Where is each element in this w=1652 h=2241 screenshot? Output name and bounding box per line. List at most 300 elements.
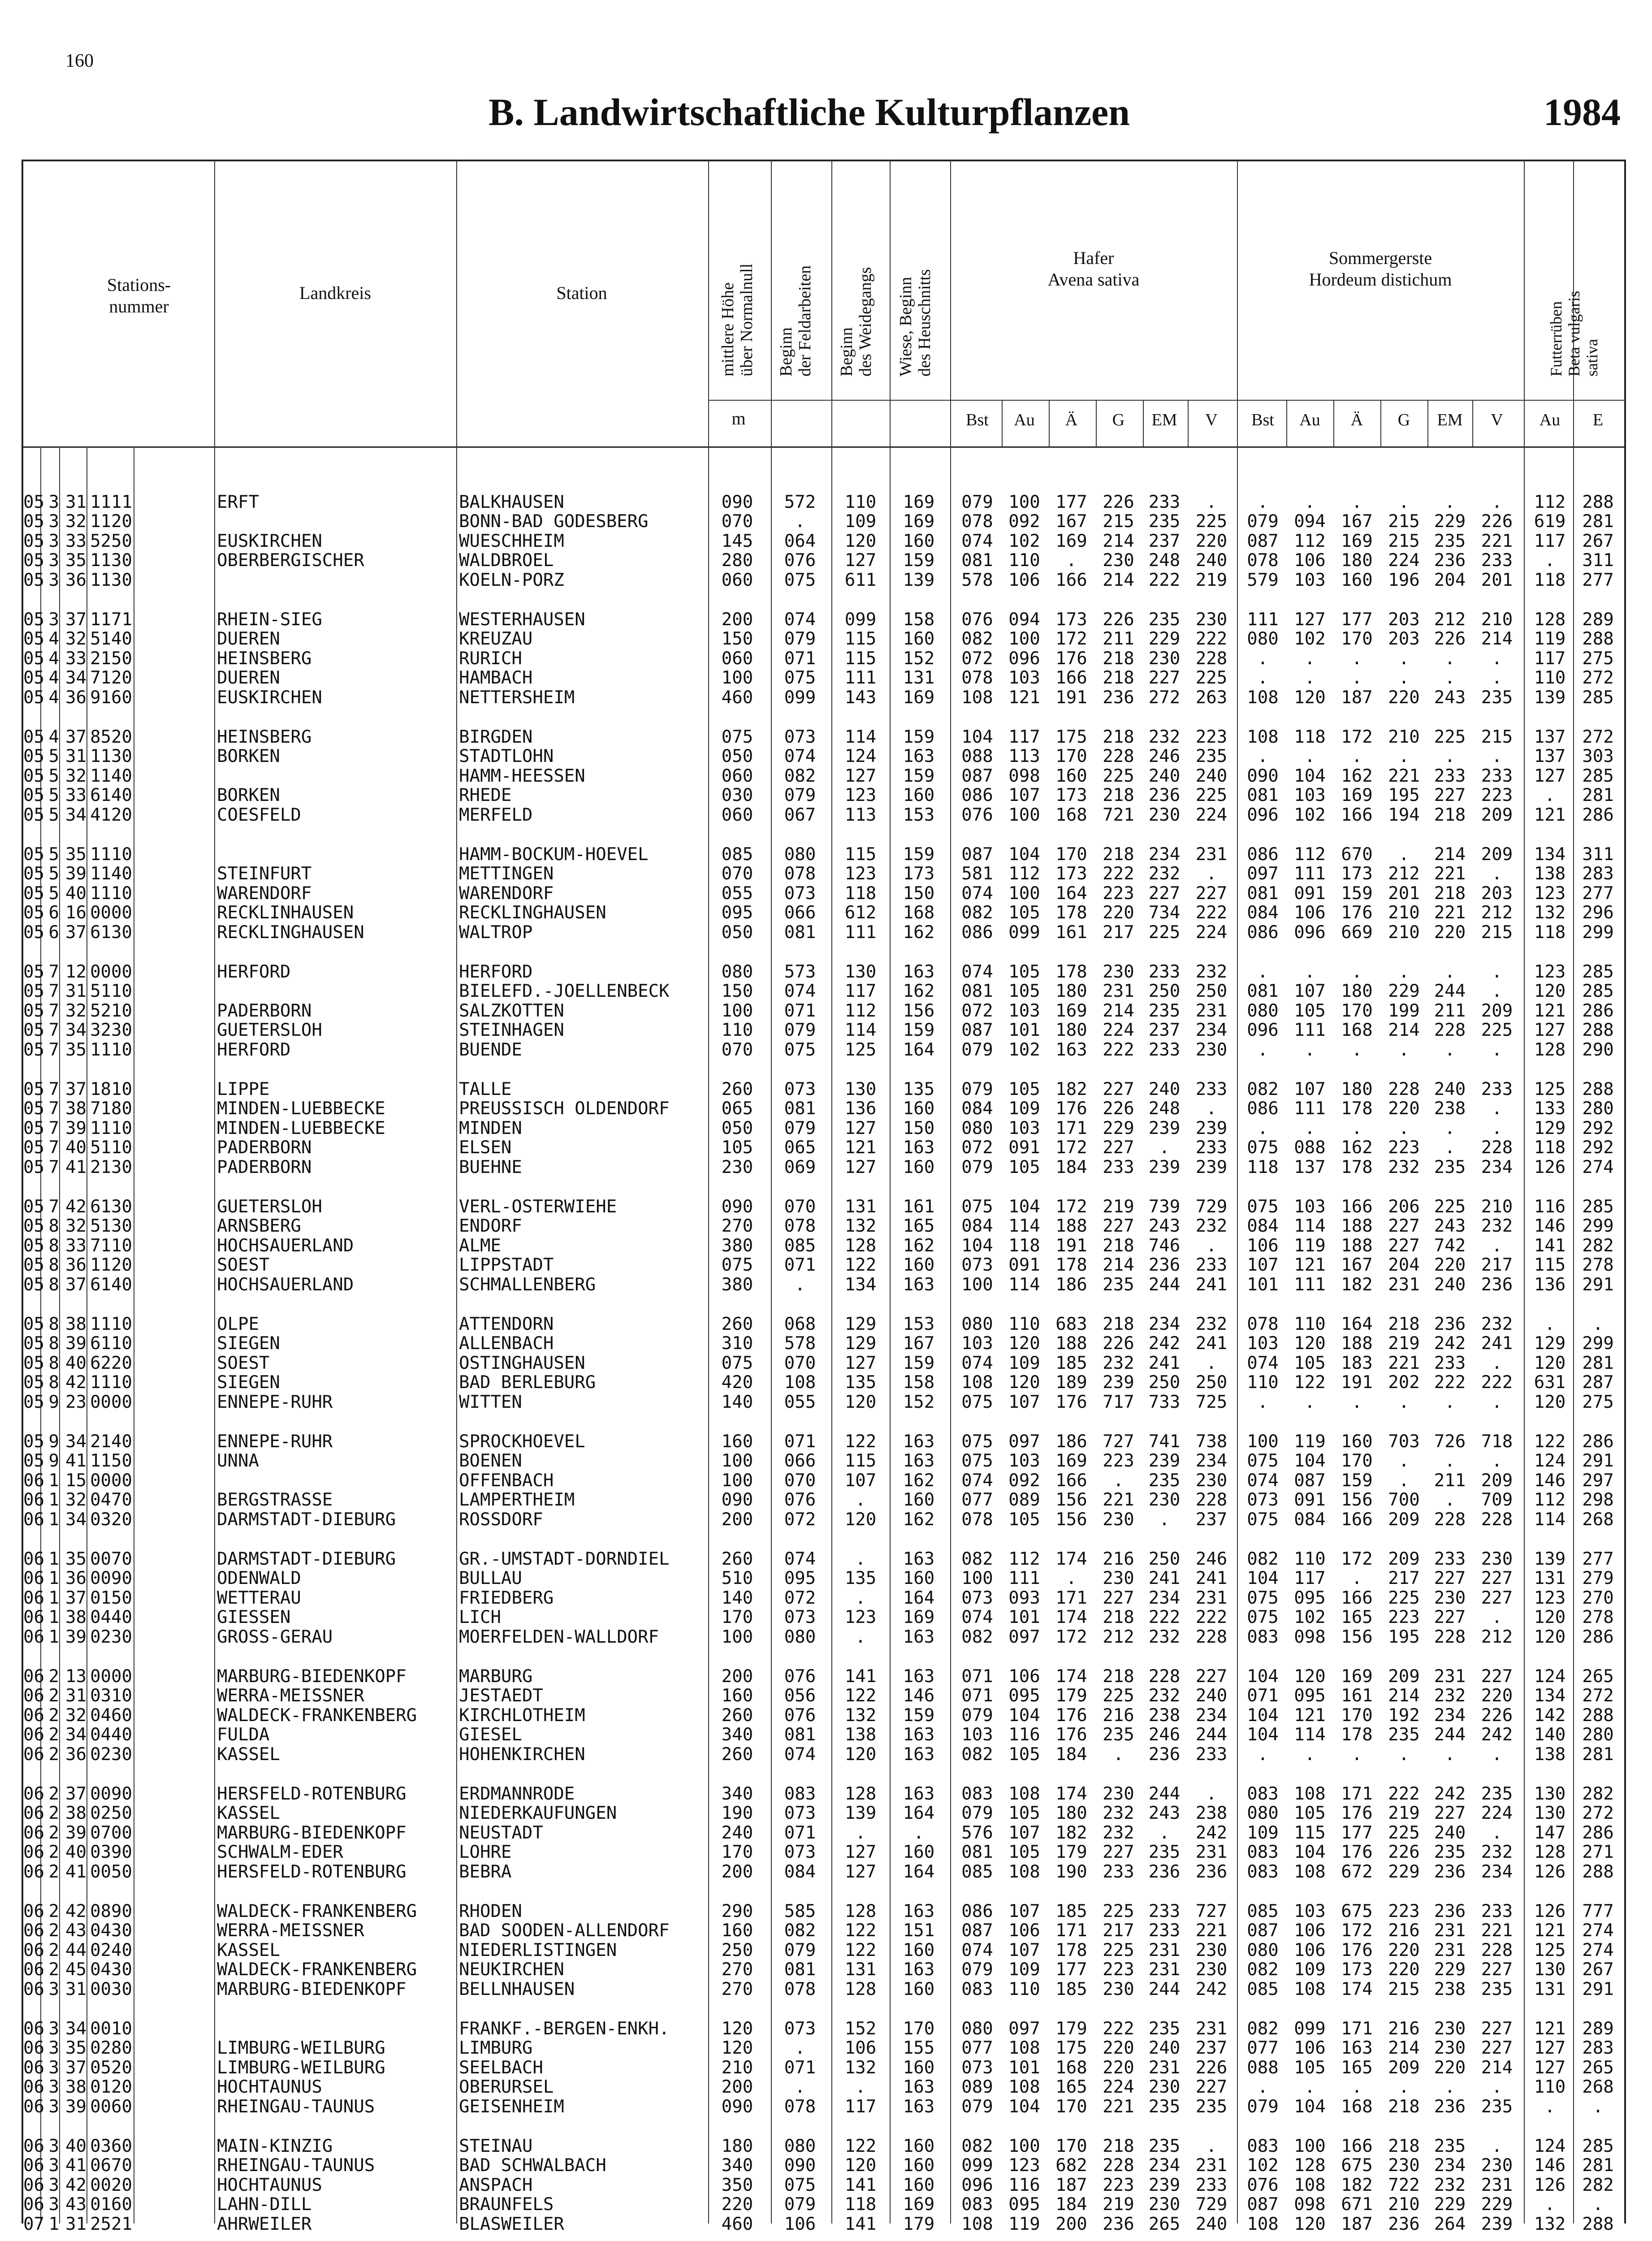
cell-value: . [1544,2194,1555,2215]
cell-value: 235 [1481,1979,1513,1999]
cell-station: HOHENKIRCHEN [459,1744,585,1765]
cell-value: 214 [1388,1020,1420,1041]
cell-value: 242 [1481,1725,1513,1745]
cell-value: 095 [1008,1686,1040,1706]
cell-value: 129 [1534,1333,1566,1354]
cell-value: 612 [844,903,877,923]
cell-value: 288 [1582,1079,1614,1099]
cell-value: 129 [1534,1118,1566,1138]
cell-value: 121 [844,1138,877,1158]
cell-value: 108 [1247,687,1279,708]
cell-value: 169 [903,1607,935,1628]
cell-stationsnummer: 06 [23,1861,44,1882]
cell-value: 118 [844,883,877,904]
cell-value: 233 [1481,1079,1513,1099]
cell-stationsnummer: 0090 [90,1568,132,1589]
cell-value: 100 [1294,2136,1326,2156]
cell-value: 134 [1534,844,1566,865]
cell-stationsnummer: 39 [65,1333,86,1354]
cell-station: KIRCHLOTHEIM [459,1705,585,1726]
cell-stationsnummer: 3 [48,2155,59,2176]
cell-station: MINDEN [459,1118,522,1138]
subheader-rueben-0: Au [1539,411,1561,429]
cell-station: BUENDE [459,1039,522,1060]
cell-stationsnummer: 0000 [90,1666,132,1687]
cell-value: 120 [721,2019,753,2039]
cell-value: 176 [1341,1940,1373,1960]
cell-value: . [1304,1118,1315,1138]
cell-stationsnummer: 41 [65,2155,86,2176]
cell-value: . [1492,1451,1502,1471]
cell-value: 233 [1103,1157,1134,1177]
cell-value: 156 [903,1000,935,1021]
table-row [0,923,1652,942]
cell-stationsnummer: 2 [48,1901,59,1921]
cell-value: 230 [1434,2038,1466,2059]
cell-value: 226 [1103,610,1134,630]
cell-value: 060 [721,570,753,590]
cell-value: . [1492,1039,1502,1060]
cell-value: 083 [961,1784,993,1804]
cell-landkreis: HOCHSAUERLAND [217,1235,354,1256]
cell-stationsnummer: 1 [48,1607,59,1628]
cell-value: 173 [1055,864,1087,884]
cell-value: 282 [1582,1784,1614,1804]
cell-value: 087 [961,766,993,786]
cell-landkreis: EUSKIRCHEN [217,531,322,551]
cell-value: 233 [1195,1079,1228,1099]
cell-station: ATTENDORN [459,1314,554,1334]
cell-value: 080 [1247,629,1279,649]
cell-value: 079 [961,1960,993,1980]
cell-stationsnummer: 05 [23,1020,44,1041]
cell-value: 123 [1534,883,1566,904]
cell-value: 110 [1294,1314,1326,1334]
cell-value: 163 [903,1451,935,1471]
cell-value: 169 [903,511,935,532]
cell-value: 111 [844,922,877,943]
cell-stationsnummer: 41 [65,1451,86,1471]
cell-value: 141 [844,2175,877,2195]
cell-value: 236 [1148,1255,1181,1276]
cell-value: 267 [1582,531,1614,551]
cell-value: 104 [1294,766,1326,786]
cell-value: 105 [1294,2057,1326,2078]
cell-stationsnummer: 1171 [90,610,132,630]
cell-value: . [795,1274,805,1295]
cell-station: BAD BERLEBURG [459,1372,596,1393]
cell-stationsnummer: 7 [48,962,59,982]
cell-value: 127 [844,766,877,786]
cell-value: 241 [1148,1568,1181,1589]
cell-value: 225 [1103,1686,1134,1706]
cell-value: 292 [1582,1138,1614,1158]
table-row [0,1021,1652,1040]
cell-value: 189 [1055,1372,1087,1393]
cell-stationsnummer: 0000 [90,1392,132,1412]
cell-value: 235 [1434,1842,1466,1863]
cell-value: 105 [1008,962,1040,982]
table-row [0,1824,1652,1843]
cell-value: 214 [1103,1000,1134,1021]
cell-value: 159 [1341,883,1373,904]
cell-value: 075 [1247,1588,1279,1608]
cell-value: 087 [961,1921,993,1941]
cell-stationsnummer: 41 [65,1157,86,1177]
cell-value: . [1444,746,1455,767]
cell-value: 230 [1148,805,1181,825]
cell-landkreis: SIEGEN [217,1333,280,1354]
cell-value: 132 [844,2057,877,2078]
cell-value: 076 [784,1490,816,1510]
cell-value: . [1206,2136,1217,2156]
cell-stationsnummer: 0360 [90,2136,132,2156]
cell-value: 115 [1294,1822,1326,1843]
cell-value: 086 [1247,922,1279,943]
cell-station: PREUSSISCH OLDENDORF [459,1099,670,1119]
cell-value: 188 [1341,1235,1373,1256]
cell-value: 095 [784,1568,816,1589]
cell-value: 222 [1103,864,1134,884]
cell-value: 169 [903,687,935,708]
cell-value: 170 [721,1842,753,1863]
subheader-hafer-2: Ä [1065,411,1078,429]
cell-value: 267 [1582,1960,1614,1980]
table-row [0,512,1652,531]
cell-value: 082 [961,1549,993,1569]
cell-value: 246 [1148,1725,1181,1745]
cell-stationsnummer: 34 [65,805,86,825]
cell-landkreis: AHRWEILER [217,2214,312,2234]
cell-value: . [1398,2077,1410,2098]
cell-value: 176 [1055,1099,1087,1119]
cell-value: 235 [1148,1000,1181,1021]
cell-stationsnummer: 1110 [90,883,132,904]
cell-value: 166 [1341,1588,1373,1608]
cell-value: 098 [1294,2194,1326,2215]
cell-value: . [1351,1392,1362,1412]
cell-stationsnummer: 42 [65,2175,86,2195]
table-row [0,2098,1652,2116]
cell-value: 185 [1055,1353,1087,1373]
cell-value: 163 [1055,1039,1087,1060]
cell-landkreis: RHEINGAU-TAUNUS [217,2155,375,2176]
cell-value: 232 [1195,1216,1228,1237]
cell-value: 231 [1195,844,1228,865]
table-row [0,2020,1652,2038]
cell-station: RHEDE [459,785,512,806]
cell-value: 231 [1195,1000,1228,1021]
cell-stationsnummer: 3 [48,550,59,571]
cell-stationsnummer: 5 [48,746,59,767]
cell-landkreis: DUEREN [217,668,280,688]
cell-value: 104 [1294,1842,1326,1863]
cell-landkreis: BORKEN [217,746,280,767]
cell-station: ELSEN [459,1138,512,1158]
cell-stationsnummer: 0700 [90,1822,132,1843]
cell-landkreis: GUETERSLOH [217,1197,322,1217]
cell-value: 083 [1247,1842,1279,1863]
cell-value: 186 [1055,1432,1087,1452]
cell-value: 260 [721,1744,753,1765]
cell-value: 260 [721,1549,753,1569]
cell-value: 285 [1582,2136,1614,2156]
cell-value: 217 [1481,1255,1513,1276]
cell-landkreis: LAHN-DILL [217,2194,312,2215]
cell-value: 123 [844,785,877,806]
cell-value: 090 [721,2096,753,2117]
cell-value: 080 [784,1627,816,1647]
cell-value: 210 [1481,1197,1513,1217]
cell-stationsnummer: 8 [48,1353,59,1373]
cell-value: . [1492,1353,1502,1373]
cell-value: 120 [1008,1333,1040,1354]
cell-stationsnummer: 1110 [90,1314,132,1334]
cell-landkreis: WALDECK-FRANKENBERG [217,1960,417,1980]
cell-value: 108 [1294,1861,1326,1882]
cell-value: 234 [1195,1020,1228,1041]
table-row [0,884,1652,903]
cell-value: 232 [1481,1842,1513,1863]
cell-value: 079 [1247,511,1279,532]
cell-stationsnummer: 06 [23,1588,44,1608]
cell-value: 077 [961,1490,993,1510]
cell-value: 160 [721,1921,753,1941]
cell-value: 226 [1103,1099,1134,1119]
cell-value: 160 [903,2057,935,2078]
table-row [0,2215,1652,2234]
cell-value: 097 [1008,1627,1040,1647]
cell-value: 231 [1434,1940,1466,1960]
cell-value: 722 [1388,2175,1420,2195]
cell-value: 108 [1008,1861,1040,1882]
cell-value: 102 [1294,629,1326,649]
cell-stationsnummer: 05 [23,1157,44,1177]
cell-value: . [1304,492,1315,512]
cell-value: 082 [1247,1079,1279,1099]
cell-landkreis: RECKLINGHAUSEN [217,922,364,943]
cell-value: 090 [784,2155,816,2176]
cell-stationsnummer: 4120 [90,805,132,825]
cell-stationsnummer: 05 [23,922,44,943]
cell-value: 102 [1294,1607,1326,1628]
cell-stationsnummer: 0120 [90,2077,132,2098]
cell-stationsnummer: 06 [23,1509,44,1530]
cell-stationsnummer: 37 [65,1079,86,1099]
cell-stationsnummer: 15 [65,1470,86,1491]
cell-value: 190 [1055,1861,1087,1882]
cell-value: 131 [844,1960,877,1980]
cell-stationsnummer: 31 [65,2214,86,2234]
cell-value: 109 [844,511,877,532]
cell-value: 129 [844,1333,877,1354]
cell-value: 128 [1534,1842,1566,1863]
cell-value: 117 [844,2096,877,2117]
cell-stationsnummer: 40 [65,1842,86,1863]
cell-value: 120 [1534,1392,1566,1412]
cell-value: 230 [1148,1490,1181,1510]
cell-value: 166 [1341,805,1373,825]
cell-value: 173 [1341,864,1373,884]
cell-value: 579 [1247,570,1279,590]
cell-stationsnummer: 06 [23,1549,44,1569]
cell-value: 128 [844,1901,877,1921]
cell-value: . [1444,1392,1455,1412]
cell-value: 233 [1148,962,1181,982]
cell-value: 087 [1294,1470,1326,1491]
cell-stationsnummer: 1120 [90,1255,132,1276]
cell-value: 167 [1341,1255,1373,1276]
cell-stationsnummer: 5110 [90,981,132,1002]
cell-value: 104 [1294,2096,1326,2117]
cell-value: 160 [903,531,935,551]
cell-value: 066 [784,1451,816,1471]
cell-value: 084 [1294,1509,1326,1530]
cell-value: 225 [1148,922,1181,943]
cell-value: 230 [1195,1039,1228,1060]
cell-station: RECKLINGHAUSEN [459,903,606,923]
cell-value: 277 [1582,570,1614,590]
cell-value: 380 [721,1235,753,1256]
cell-value: 178 [1055,962,1087,982]
cell-value: . [1492,1607,1502,1628]
cell-stationsnummer: 35 [65,2038,86,2059]
cell-station: ERDMANNRODE [459,1784,575,1804]
cell-value: 076 [1247,2175,1279,2195]
cell-value: 572 [784,492,816,512]
cell-value: 286 [1582,1822,1614,1843]
cell-value: 169 [1341,785,1373,806]
cell-value: 160 [903,1157,935,1177]
cell-station: BEBRA [459,1861,512,1882]
table-row [0,767,1652,786]
cell-value: 240 [1195,2214,1228,2234]
cell-value: 150 [903,1118,935,1138]
cell-value: 581 [961,864,993,884]
cell-value: 129 [844,1314,877,1334]
cell-value: 169 [903,492,935,512]
cell-value: 222 [1103,2019,1134,2039]
cell-stationsnummer: 8 [48,1255,59,1276]
cell-value: 101 [1008,2057,1040,2078]
cell-value: 222 [1434,1372,1466,1393]
cell-value: 084 [784,1861,816,1882]
cell-station: JESTAEDT [459,1686,543,1706]
cell-value: 108 [784,1372,816,1393]
cell-value: 611 [844,570,877,590]
cell-stationsnummer: 0150 [90,1588,132,1608]
cell-value: 081 [784,922,816,943]
cell-value: 173 [903,864,935,884]
cell-value: 075 [1247,1197,1279,1217]
cell-value: 111 [1247,610,1279,630]
cell-value: 272 [1582,727,1614,747]
cell-value: 230 [1103,1509,1134,1530]
cell-value: 268 [1582,1509,1614,1530]
cell-value: 200 [721,1509,753,1530]
cell-value: 075 [961,1197,993,1217]
cell-value: 169 [1055,1451,1087,1471]
cell-value: . [855,1490,866,1510]
cell-value: 117 [1008,727,1040,747]
cell-value: 083 [1247,1784,1279,1804]
cell-stationsnummer: 3 [48,2019,59,2039]
cell-value: 108 [961,1372,993,1393]
cell-value: 179 [903,2214,935,2234]
cell-station: BOENEN [459,1451,522,1471]
cell-value: 082 [961,903,993,923]
cell-value: 112 [1294,844,1326,865]
cell-value: 682 [1055,2155,1087,2176]
cell-value: 135 [903,1079,935,1099]
cell-value: 227 [1434,1803,1466,1824]
cell-value: 243 [1434,687,1466,708]
cell-stationsnummer: 0030 [90,1979,132,1999]
cell-station: SALZKOTTEN [459,1000,564,1021]
cell-value: 237 [1148,1020,1181,1041]
cell-value: 079 [961,1705,993,1726]
cell-value: 777 [1582,1901,1614,1921]
cell-value: 232 [1481,1216,1513,1237]
subheader-hafer-5: V [1205,411,1218,429]
cell-value: 160 [903,629,935,649]
cell-value: 150 [903,883,935,904]
cell-value: 140 [1534,1725,1566,1745]
cell-value: 075 [961,1392,993,1412]
cell-value: 241 [1148,1353,1181,1373]
cell-stationsnummer: 2 [48,1784,59,1804]
cell-station: LIMBURG [459,2038,533,2059]
cell-value: 231 [1434,1921,1466,1941]
cell-value: 222 [1103,1039,1134,1060]
cell-value: . [1398,648,1410,669]
cell-stationsnummer: 39 [65,1118,86,1138]
cell-value: 164 [1341,1314,1373,1334]
cell-landkreis: HEINSBERG [217,648,312,669]
cell-value: . [1398,1392,1410,1412]
cell-value: 283 [1582,864,1614,884]
cell-landkreis: WALDECK-FRANKENBERG [217,1705,417,1726]
cell-value: 120 [1294,687,1326,708]
cell-landkreis: FULDA [217,1725,270,1745]
cell-landkreis: MARBURG-BIEDENKOPF [217,1666,407,1687]
cell-value: 231 [1481,2175,1513,2195]
cell-value: 110 [1294,1549,1326,1569]
cell-value: 169 [1055,1000,1087,1021]
cell-value: 106 [844,2038,877,2059]
cell-value: . [1257,1039,1268,1060]
cell-value: 116 [1008,1725,1040,1745]
cell-stationsnummer: 43 [65,1921,86,1941]
cell-landkreis: ENNEPE-RUHR [217,1392,333,1412]
cell-station: BALKHAUSEN [459,492,564,512]
cell-value: 168 [1055,2057,1087,2078]
cell-station: ALME [459,1235,501,1256]
cell-value: 231 [1195,1588,1228,1608]
cell-value: 217 [1388,1568,1420,1589]
cell-value: 109 [1008,1960,1040,1980]
cell-value: 111 [1294,864,1326,884]
cell-value: 182 [1341,2175,1373,2195]
cell-stationsnummer: 05 [23,962,44,982]
cell-stationsnummer: 0470 [90,1490,132,1510]
cell-value: 239 [1148,1118,1181,1138]
cell-value: . [1398,492,1410,512]
cell-value: 168 [1341,1020,1373,1041]
cell-value: 217 [1103,1921,1134,1941]
cell-stationsnummer: 05 [23,570,44,590]
cell-value: 108 [1294,1979,1326,1999]
